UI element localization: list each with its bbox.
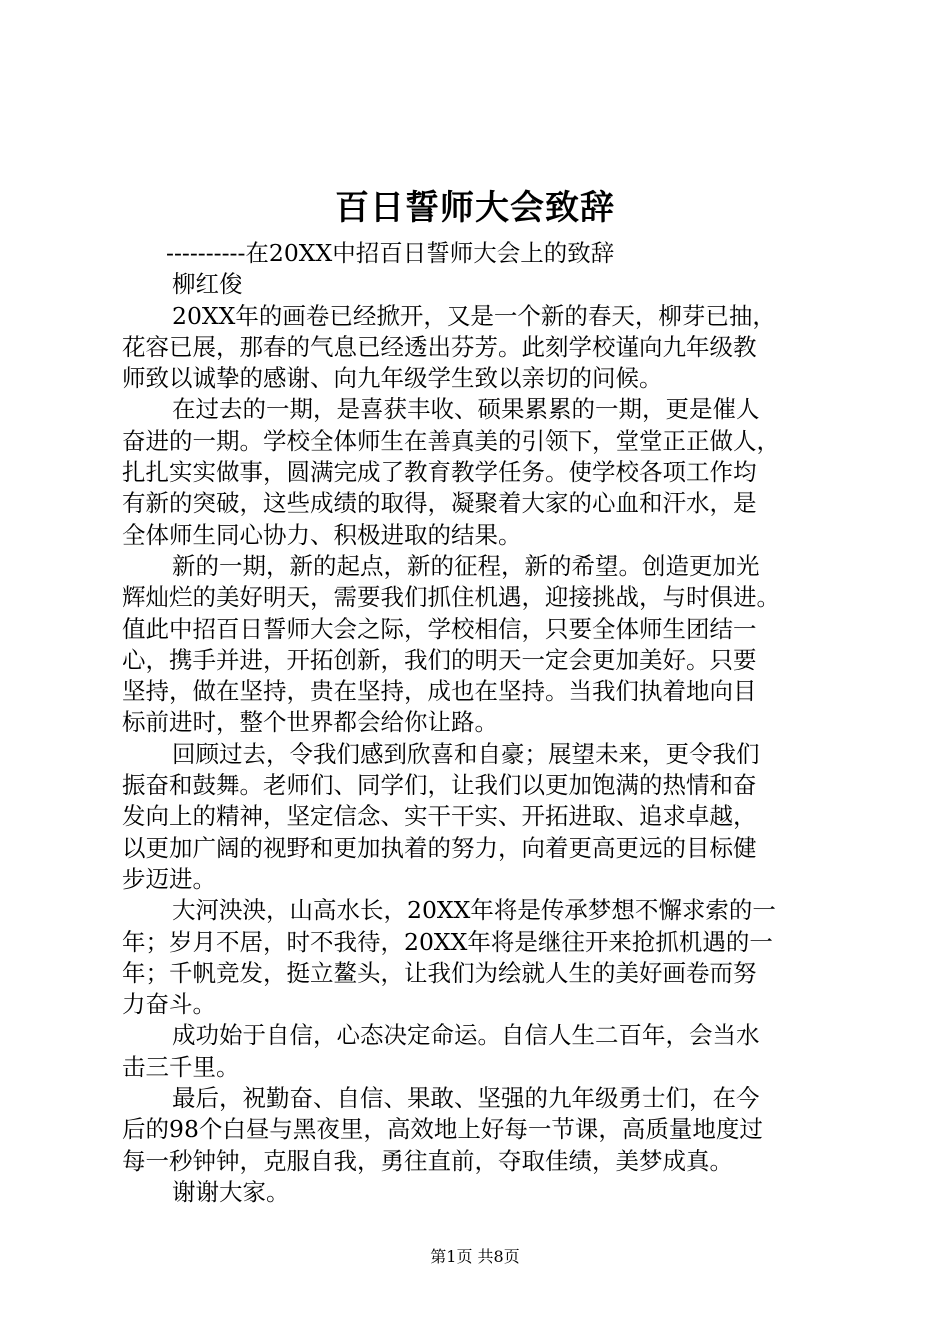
paragraph xyxy=(122,1177,834,1208)
page-number-footer: 第1页 共8页 xyxy=(430,1247,520,1266)
paragraph-line: 新的一期，新的起点，新的征程，新的希望。创造更加光 xyxy=(172,551,760,580)
paragraph-line: 以更加广阔的视野和更加执着的努力，向着更高更远的目标健 xyxy=(122,833,757,862)
paragraph xyxy=(122,394,834,550)
paragraph-line: 大河泱泱，山高水长，20XX年将是传承梦想不懈求索的一 xyxy=(172,896,776,925)
paragraph-line: 值此中招百日誓师大会之际，学校相信，只要全体师生团结一 xyxy=(122,614,757,643)
paragraph-line: 有新的突破，这些成绩的取得，凝聚着大家的心血和汗水，是 xyxy=(122,489,757,518)
document-author: 柳红俊 xyxy=(172,270,243,299)
paragraph-line: 在过去的一期，是喜获丰收、硕果累累的一期，更是催人 xyxy=(172,395,760,424)
paragraph xyxy=(122,1083,834,1177)
paragraph-line: 回顾过去，令我们感到欣喜和自豪；展望未来，更令我们 xyxy=(172,739,760,768)
paragraph-line: 发向上的精神，坚定信念、实干干实、开拓进取、追求卓越， xyxy=(122,802,757,831)
paragraph-line: 年；岁月不居，时不我待，20XX年将是继往开来抢抓机遇的一 xyxy=(122,927,773,956)
paragraph-line: 步迈进。 xyxy=(122,864,216,893)
paragraph-line: 后的98个白昼与黑夜里，高效地上好每一节课，高质量地度过 xyxy=(122,1115,763,1144)
paragraph-line: 20XX年的画卷已经掀开，又是一个新的春天，柳芽已抽， xyxy=(172,301,776,330)
paragraph-line: 标前进时，整个世界都会给你让路。 xyxy=(122,708,498,737)
paragraph xyxy=(122,739,834,895)
paragraph-line: 击三千里。 xyxy=(122,1052,240,1081)
paragraph-list xyxy=(122,301,834,1209)
paragraph-line: 年；千帆竞发，挺立鳌头，让我们为绘就人生的美好画卷而努 xyxy=(122,958,757,987)
paragraph xyxy=(122,1020,834,1083)
paragraph-line: 心，携手并进，开拓创新，我们的明天一定会更加美好。只要 xyxy=(122,645,757,674)
paragraph-line: 坚持，做在坚持，贵在坚持，成也在坚持。当我们执着地向目 xyxy=(122,677,757,706)
paragraph-line: 奋进的一期。学校全体师生在善真美的引领下，堂堂正正做人， xyxy=(122,426,780,455)
paragraph-line: 花容已展，那春的气息已经透出芬芳。此刻学校谨向九年级教 xyxy=(122,332,757,361)
document-body xyxy=(122,238,834,1208)
paragraph-line: 成功始于自信，心态决定命运。自信人生二百年，会当水 xyxy=(172,1021,760,1050)
paragraph-line: 振奋和鼓舞。老师们、同学们，让我们以更加饱满的热情和奋 xyxy=(122,771,757,800)
paragraph-line: 谢谢大家。 xyxy=(172,1177,290,1206)
paragraph-line: 每一秒钟钟，克服自我，勇往直前，夺取佳绩，美梦成真。 xyxy=(122,1146,733,1175)
paragraph-line: 师致以诚挚的感谢、向九年级学生致以亲切的问候。 xyxy=(122,364,663,393)
paragraph-line: 辉灿烂的美好明天，需要我们抓住机遇，迎接挑战，与时俱进。 xyxy=(122,583,780,612)
paragraph xyxy=(122,895,834,1020)
paragraph xyxy=(122,551,834,739)
page-title: 百日誓师大会致辞 xyxy=(335,188,615,228)
document-subtitle: ----------在20XX中招百日誓师大会上的致辞 xyxy=(166,239,615,267)
paragraph-line: 最后，祝勤奋、自信、果敢、坚强的九年级勇士们，在今 xyxy=(172,1084,760,1113)
paragraph-line: 扎扎实实做事，圆满完成了教育教学任务。使学校各项工作均 xyxy=(122,458,757,487)
paragraph-line: 全体师生同心协力、积极进取的结果。 xyxy=(122,520,522,549)
paragraph-line: 力奋斗。 xyxy=(122,990,216,1019)
paragraph xyxy=(122,301,834,395)
